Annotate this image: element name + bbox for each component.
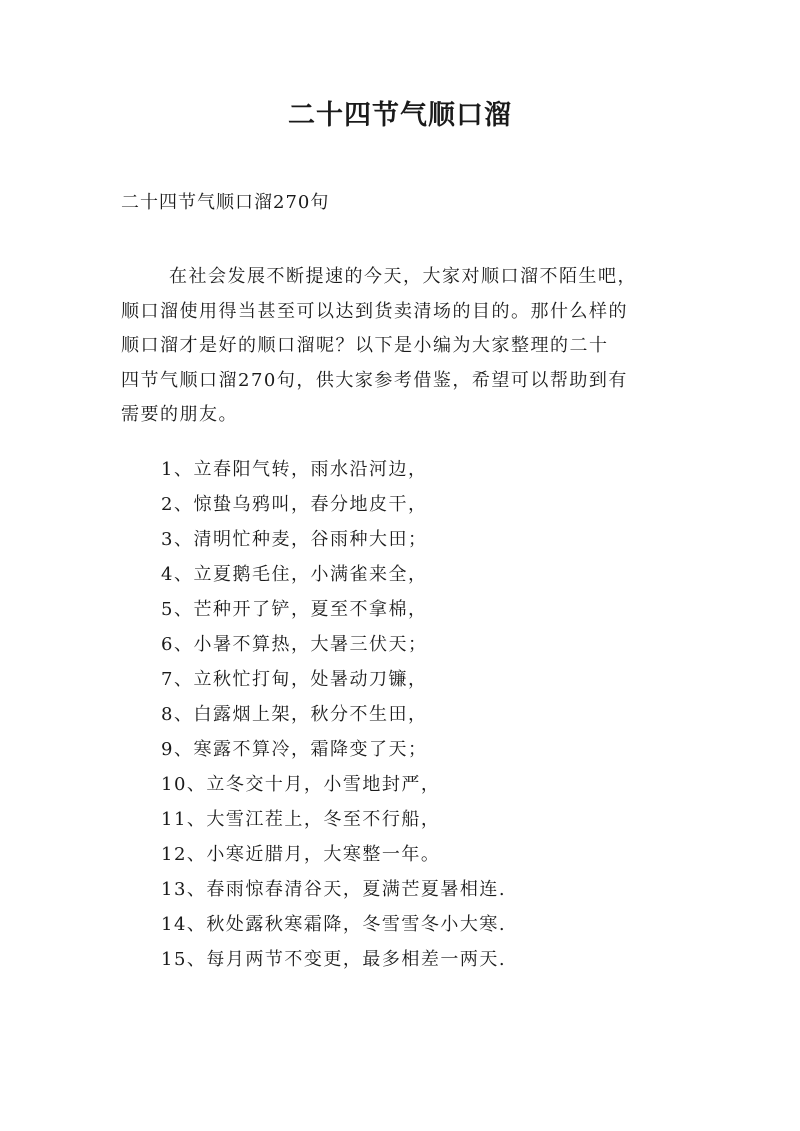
intro-line: 四节气顺口溜270句，供大家参考借鉴，希望可以帮助到有 (121, 369, 628, 391)
intro-line: 顺口溜才是好的顺口溜呢？以下是小编为大家整理的二十 (121, 335, 609, 356)
list-item: 4、立夏鹅毛住，小满雀来全， (161, 564, 428, 585)
document-subtitle: 二十四节气顺口溜270句 (121, 192, 330, 213)
list-item: 6、小暑不算热，大暑三伏天； (161, 634, 428, 655)
list-item: 11、大雪江茬上，冬至不行船， (161, 809, 441, 830)
intro-line: 在社会发展不断提速的今天，大家对顺口溜不陌生吧， (169, 266, 637, 287)
list-item: 3、清明忙种麦，谷雨种大田； (161, 529, 428, 550)
intro-paragraph (121, 260, 691, 433)
intro-line: 顺口溜使用得当甚至可以达到货卖清场的目的。那什么样的 (121, 300, 628, 322)
list-item: 12、小寒近腊月，大寒整一年。 (161, 844, 441, 865)
list-item: 8、白露烟上架，秋分不生田， (161, 704, 428, 725)
list-item: 10、立冬交十月，小雪地封严， (161, 774, 441, 795)
rhyme-list (161, 452, 506, 977)
list-item: 5、芒种开了铲，夏至不拿棉， (161, 599, 428, 620)
list-item: 1、立春阳气转，雨水沿河边， (161, 459, 428, 480)
document-title: 二十四节气顺口溜 (288, 100, 512, 131)
list-item: 15、每月两节不变更，最多相差一两天. (161, 949, 507, 970)
intro-line: 需要的朋友。 (121, 404, 238, 425)
list-item: 13、春雨惊春清谷天，夏满芒夏暑相连. (161, 879, 507, 900)
list-item: 7、立秋忙打甸，处暑动刀镰， (161, 669, 428, 690)
list-item: 9、寒露不算冷，霜降变了天； (161, 739, 428, 760)
list-item: 14、秋处露秋寒霜降，冬雪雪冬小大寒. (161, 914, 507, 935)
list-item: 2、惊蛰乌鸦叫，春分地皮干， (161, 494, 428, 515)
